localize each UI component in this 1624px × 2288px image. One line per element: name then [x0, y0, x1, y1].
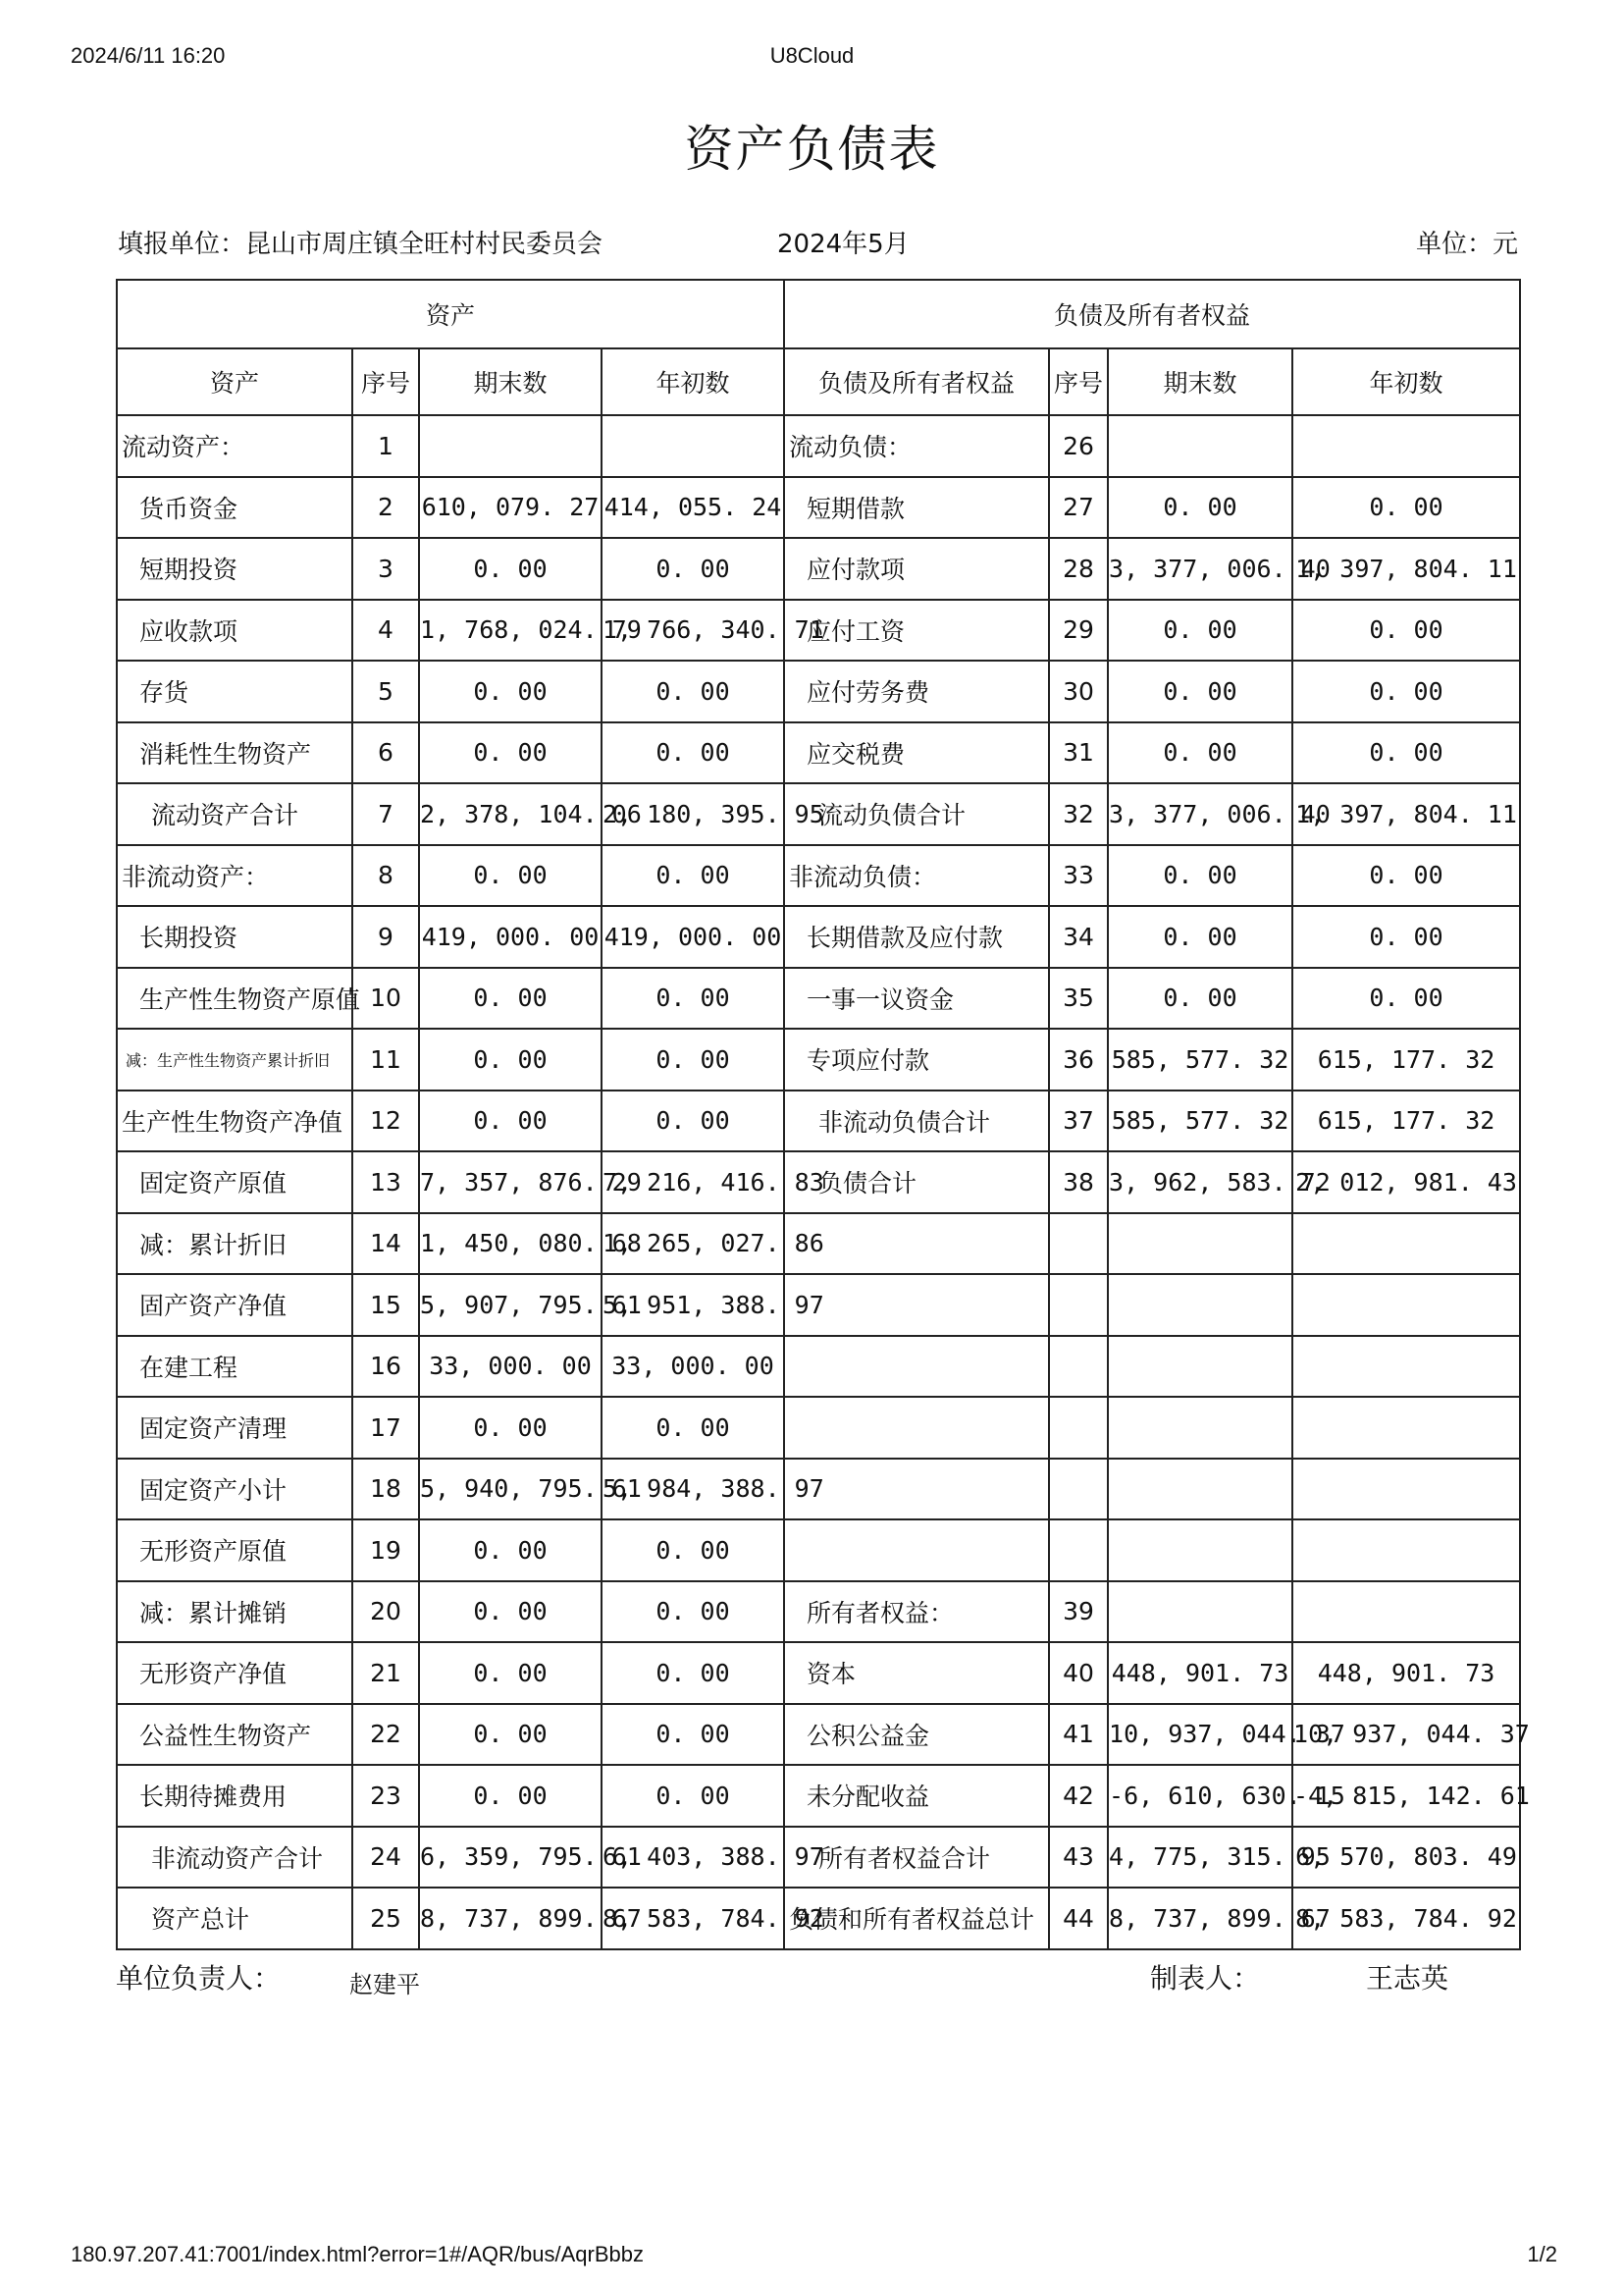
liab-begin-cell: 0. 00	[1292, 845, 1520, 907]
liab-seq-cell	[1049, 1213, 1108, 1275]
liab-name-cell: 应付款项	[784, 538, 1049, 600]
liab-name-cell: 流动负债：	[784, 415, 1049, 477]
liab-end-cell: 0. 00	[1108, 477, 1292, 539]
liab-begin-cell: 615, 177. 32	[1292, 1029, 1520, 1091]
liab-seq-cell	[1049, 1519, 1108, 1581]
table-row	[117, 600, 1520, 662]
asset-seq-cell: 25	[352, 1888, 419, 1949]
asset-end-cell: 0. 00	[419, 1581, 602, 1643]
asset-end-cell: 419, 000. 00	[419, 906, 602, 968]
asset-end-cell: 33, 000. 00	[419, 1336, 602, 1398]
asset-end-cell: 0. 00	[419, 1642, 602, 1704]
asset-seq-cell: 24	[352, 1827, 419, 1889]
asset-end-cell: 0. 00	[419, 968, 602, 1030]
liab-seq-cell: 34	[1049, 906, 1108, 968]
asset-end-cell: 0. 00	[419, 1091, 602, 1152]
asset-name-cell: 长期投资	[117, 906, 352, 968]
asset-end-cell: 610, 079. 27	[419, 477, 602, 539]
asset-end-cell: 0. 00	[419, 722, 602, 784]
table-row	[117, 906, 1520, 968]
liab-begin-cell: 0. 00	[1292, 600, 1520, 662]
report-title: 资产负债表	[684, 121, 940, 178]
liab-seq-cell: 42	[1049, 1765, 1108, 1827]
liab-seq-cell: 39	[1049, 1581, 1108, 1643]
balance-sheet-table	[116, 279, 1530, 1950]
asset-end-cell: 0. 00	[419, 1704, 602, 1766]
liab-end-cell	[1108, 1336, 1292, 1398]
asset-seq-cell: 8	[352, 845, 419, 907]
liab-seq-cell: 29	[1049, 600, 1108, 662]
liab-end-cell: -6, 610, 630. 15	[1108, 1765, 1292, 1827]
reporting-unit: 填报单位：昆山市周庄镇全旺村村民委员会	[118, 230, 603, 259]
liab-name-cell	[784, 1336, 1049, 1398]
asset-seq-cell: 5	[352, 661, 419, 722]
table-row	[117, 722, 1520, 784]
asset-name-cell: 生产性生物资产原值	[117, 968, 352, 1030]
table-row	[117, 1213, 1520, 1275]
liab-begin-cell	[1292, 1459, 1520, 1520]
liab-seq-cell: 32	[1049, 783, 1108, 845]
asset-end-cell	[419, 415, 602, 477]
liab-begin-cell: 0. 00	[1292, 722, 1520, 784]
table-row	[117, 477, 1520, 539]
asset-name-cell: 固定资产小计	[117, 1459, 352, 1520]
liab-end-cell: 3, 377, 006. 40	[1108, 538, 1292, 600]
liab-name-cell: 应付劳务费	[784, 661, 1049, 722]
table-row	[117, 1274, 1520, 1336]
table-row	[117, 1336, 1520, 1398]
asset-name-cell: 消耗性生物资产	[117, 722, 352, 784]
asset-name-cell: 短期投资	[117, 538, 352, 600]
preparer-name: 王志英	[1366, 1962, 1449, 1995]
liab-seq-cell: 37	[1049, 1091, 1108, 1152]
asset-seq-cell: 17	[352, 1397, 419, 1459]
liab-end-cell	[1108, 1581, 1292, 1643]
asset-seq-cell: 22	[352, 1704, 419, 1766]
liab-end-cell: 585, 577. 32	[1108, 1029, 1292, 1091]
column-header-row	[117, 348, 1520, 415]
table-row	[117, 1642, 1520, 1704]
asset-seq-cell: 15	[352, 1274, 419, 1336]
liab-begin-cell: 2, 012, 981. 43	[1292, 1151, 1520, 1213]
asset-seq-cell: 23	[352, 1765, 419, 1827]
report-period: 2024年5月	[777, 230, 910, 259]
asset-begin-cell: 0. 00	[602, 1765, 784, 1827]
asset-end-cell: 5, 907, 795. 61	[419, 1274, 602, 1336]
table-row	[117, 1151, 1520, 1213]
liab-end-cell	[1108, 1274, 1292, 1336]
asset-begin-cell: 0. 00	[602, 1091, 784, 1152]
table-row	[117, 1519, 1520, 1581]
liab-end-cell: 0. 00	[1108, 906, 1292, 968]
asset-name-cell: 减：累计折旧	[117, 1213, 352, 1275]
asset-end-cell: 0. 00	[419, 1397, 602, 1459]
col-liab-name: 负债及所有者权益	[784, 348, 1049, 415]
asset-begin-cell	[602, 415, 784, 477]
col-asset-begin: 年初数	[602, 348, 784, 415]
asset-name-cell: 无形资产净值	[117, 1642, 352, 1704]
table-row	[117, 538, 1520, 600]
liab-begin-cell: -4, 815, 142. 61	[1292, 1765, 1520, 1827]
col-asset-seq: 序号	[352, 348, 419, 415]
responsible-person-name: 赵建平	[349, 1971, 420, 1998]
asset-seq-cell: 10	[352, 968, 419, 1030]
liab-begin-cell: 8, 583, 784. 92	[1292, 1888, 1520, 1949]
asset-begin-cell: 0. 00	[602, 1519, 784, 1581]
asset-name-cell: 无形资产原值	[117, 1519, 352, 1581]
section-assets: 资产	[117, 280, 784, 348]
liab-begin-cell: 10, 937, 044. 37	[1292, 1704, 1520, 1766]
liab-end-cell	[1108, 1459, 1292, 1520]
table-row	[117, 968, 1520, 1030]
liab-seq-cell	[1049, 1397, 1108, 1459]
liab-end-cell	[1108, 1397, 1292, 1459]
asset-end-cell: 0. 00	[419, 1765, 602, 1827]
table-row	[117, 1029, 1520, 1091]
asset-end-cell: 8, 737, 899. 67	[419, 1888, 602, 1949]
liab-seq-cell: 38	[1049, 1151, 1108, 1213]
liab-name-cell: 所有者权益：	[784, 1581, 1049, 1643]
asset-name-cell: 货币资金	[117, 477, 352, 539]
page-number: 1/2	[1527, 2242, 1557, 2266]
table-row	[117, 1704, 1520, 1766]
liab-name-cell: 非流动负债：	[784, 845, 1049, 907]
liab-seq-cell: 28	[1049, 538, 1108, 600]
asset-begin-cell: 414, 055. 24	[602, 477, 784, 539]
liab-name-cell	[784, 1397, 1049, 1459]
liab-begin-cell	[1292, 1519, 1520, 1581]
preparer-label: 制表人：	[1150, 1962, 1261, 1995]
col-asset-end: 期末数	[419, 348, 602, 415]
asset-seq-cell: 3	[352, 538, 419, 600]
table-row	[117, 1397, 1520, 1459]
liab-name-cell: 应交税费	[784, 722, 1049, 784]
table-row	[117, 1765, 1520, 1827]
asset-seq-cell: 18	[352, 1459, 419, 1520]
asset-name-cell: 减：累计摊销	[117, 1581, 352, 1643]
asset-end-cell: 0. 00	[419, 538, 602, 600]
asset-seq-cell: 16	[352, 1336, 419, 1398]
asset-begin-cell: 0. 00	[602, 1581, 784, 1643]
liab-begin-cell	[1292, 1581, 1520, 1643]
table-row	[117, 1827, 1520, 1889]
asset-seq-cell: 13	[352, 1151, 419, 1213]
table-row	[117, 661, 1520, 722]
liab-begin-cell: 1, 397, 804. 11	[1292, 783, 1520, 845]
asset-end-cell: 7, 357, 876. 29	[419, 1151, 602, 1213]
asset-seq-cell: 4	[352, 600, 419, 662]
asset-begin-cell: 5, 951, 388. 97	[602, 1274, 784, 1336]
liab-name-cell: 专项应付款	[784, 1029, 1049, 1091]
responsible-person-label: 单位负责人：	[116, 1962, 282, 1995]
liab-name-cell	[784, 1519, 1049, 1581]
asset-name-cell: 应收款项	[117, 600, 352, 662]
liab-end-cell: 3, 377, 006. 40	[1108, 783, 1292, 845]
asset-name-cell: 流动资产：	[117, 415, 352, 477]
asset-seq-cell: 1	[352, 415, 419, 477]
liab-begin-cell: 0. 00	[1292, 906, 1520, 968]
liab-end-cell: 3, 962, 583. 72	[1108, 1151, 1292, 1213]
table-row	[117, 783, 1520, 845]
liab-name-cell: 负债合计	[784, 1151, 1049, 1213]
asset-end-cell: 5, 940, 795. 61	[419, 1459, 602, 1520]
liab-seq-cell	[1049, 1336, 1108, 1398]
asset-name-cell: 资产总计	[117, 1888, 352, 1949]
asset-end-cell: 0. 00	[419, 661, 602, 722]
liab-seq-cell: 43	[1049, 1827, 1108, 1889]
liab-seq-cell	[1049, 1459, 1108, 1520]
liab-name-cell: 公积公益金	[784, 1704, 1049, 1766]
liab-seq-cell: 41	[1049, 1704, 1108, 1766]
liab-name-cell: 所有者权益合计	[784, 1827, 1049, 1889]
asset-name-cell: 非流动资产：	[117, 845, 352, 907]
liab-end-cell: 0. 00	[1108, 722, 1292, 784]
asset-end-cell: 1, 450, 080. 68	[419, 1213, 602, 1275]
liab-name-cell: 长期借款及应付款	[784, 906, 1049, 968]
liab-name-cell: 短期借款	[784, 477, 1049, 539]
liab-begin-cell: 6, 570, 803. 49	[1292, 1827, 1520, 1889]
currency-unit: 单位：元	[1415, 230, 1518, 259]
liab-begin-cell: 0. 00	[1292, 661, 1520, 722]
table-row	[117, 1888, 1520, 1949]
liab-seq-cell: 44	[1049, 1888, 1108, 1949]
liab-seq-cell: 27	[1049, 477, 1108, 539]
liab-begin-cell	[1292, 1397, 1520, 1459]
asset-end-cell: 0. 00	[419, 845, 602, 907]
asset-end-cell: 0. 00	[419, 1519, 602, 1581]
print-url: 180.97.207.41:7001/index.html?error=1#/AQR/bus/AqrBbbz	[71, 2242, 644, 2266]
asset-begin-cell: 2, 180, 395. 95	[602, 783, 784, 845]
liab-begin-cell: 0. 00	[1292, 968, 1520, 1030]
asset-begin-cell: 0. 00	[602, 845, 784, 907]
asset-end-cell: 0. 00	[419, 1029, 602, 1091]
asset-begin-cell: 5, 984, 388. 97	[602, 1459, 784, 1520]
liab-name-cell: 应付工资	[784, 600, 1049, 662]
liab-seq-cell: 35	[1049, 968, 1108, 1030]
section-header-row	[117, 280, 1520, 348]
liab-seq-cell: 30	[1049, 661, 1108, 722]
asset-begin-cell: 7, 216, 416. 83	[602, 1151, 784, 1213]
liab-end-cell: 0. 00	[1108, 968, 1292, 1030]
table-row	[117, 1091, 1520, 1152]
table-row	[117, 415, 1520, 477]
liab-end-cell	[1108, 1213, 1292, 1275]
asset-begin-cell: 0. 00	[602, 538, 784, 600]
liab-name-cell: 资本	[784, 1642, 1049, 1704]
asset-begin-cell: 0. 00	[602, 968, 784, 1030]
liab-begin-cell: 448, 901. 73	[1292, 1642, 1520, 1704]
asset-begin-cell: 0. 00	[602, 1704, 784, 1766]
liab-begin-cell: 615, 177. 32	[1292, 1091, 1520, 1152]
asset-seq-cell: 14	[352, 1213, 419, 1275]
liab-end-cell: 4, 775, 315. 95	[1108, 1827, 1292, 1889]
asset-seq-cell: 19	[352, 1519, 419, 1581]
asset-name-cell: 流动资产合计	[117, 783, 352, 845]
section-liabilities: 负债及所有者权益	[784, 280, 1520, 348]
liab-end-cell: 0. 00	[1108, 661, 1292, 722]
liab-name-cell: 流动负债合计	[784, 783, 1049, 845]
liab-end-cell	[1108, 415, 1292, 477]
liab-name-cell: 未分配收益	[784, 1765, 1049, 1827]
liab-begin-cell	[1292, 415, 1520, 477]
asset-begin-cell: 33, 000. 00	[602, 1336, 784, 1398]
asset-name-cell: 在建工程	[117, 1336, 352, 1398]
asset-seq-cell: 6	[352, 722, 419, 784]
col-liab-begin: 年初数	[1292, 348, 1520, 415]
asset-seq-cell: 21	[352, 1642, 419, 1704]
print-app-name: U8Cloud	[769, 43, 855, 68]
liab-end-cell: 0. 00	[1108, 600, 1292, 662]
asset-begin-cell: 1, 265, 027. 86	[602, 1213, 784, 1275]
asset-name-cell: 公益性生物资产	[117, 1704, 352, 1766]
liab-end-cell: 8, 737, 899. 67	[1108, 1888, 1292, 1949]
asset-name-cell: 固产资产净值	[117, 1274, 352, 1336]
liab-seq-cell: 40	[1049, 1642, 1108, 1704]
asset-end-cell: 2, 378, 104. 06	[419, 783, 602, 845]
liab-begin-cell	[1292, 1213, 1520, 1275]
asset-name-cell: 非流动资产合计	[117, 1827, 352, 1889]
asset-name-cell: 生产性生物资产净值	[117, 1091, 352, 1152]
asset-begin-cell: 0. 00	[602, 1397, 784, 1459]
liab-seq-cell: 31	[1049, 722, 1108, 784]
asset-end-cell: 6, 359, 795. 61	[419, 1827, 602, 1889]
table-body	[117, 415, 1530, 1949]
asset-seq-cell: 9	[352, 906, 419, 968]
liab-seq-cell: 36	[1049, 1029, 1108, 1091]
liab-end-cell: 585, 577. 32	[1108, 1091, 1292, 1152]
liab-seq-cell: 33	[1049, 845, 1108, 907]
asset-name-cell: 存货	[117, 661, 352, 722]
asset-begin-cell: 0. 00	[602, 1642, 784, 1704]
col-asset-name: 资产	[117, 348, 352, 415]
liab-end-cell: 10, 937, 044. 37	[1108, 1704, 1292, 1766]
print-datetime: 2024/6/11 16:20	[71, 43, 226, 68]
liab-end-cell	[1108, 1519, 1292, 1581]
asset-begin-cell: 1, 766, 340. 71	[602, 600, 784, 662]
asset-seq-cell: 11	[352, 1029, 419, 1091]
liab-begin-cell: 0. 00	[1292, 477, 1520, 539]
col-liab-seq: 序号	[1049, 348, 1108, 415]
liab-name-cell: 非流动负债合计	[784, 1091, 1049, 1152]
asset-begin-cell: 0. 00	[602, 661, 784, 722]
asset-begin-cell: 6, 403, 388. 97	[602, 1827, 784, 1889]
col-liab-end: 期末数	[1108, 348, 1292, 415]
liab-begin-cell	[1292, 1274, 1520, 1336]
liab-name-cell: 负债和所有者权益总计	[784, 1888, 1049, 1949]
asset-name-cell: 减：生产性生物资产累计折旧	[117, 1029, 352, 1091]
asset-begin-cell: 0. 00	[602, 722, 784, 784]
asset-begin-cell: 419, 000. 00	[602, 906, 784, 968]
asset-begin-cell: 0. 00	[602, 1029, 784, 1091]
liab-seq-cell	[1049, 1274, 1108, 1336]
asset-name-cell: 固定资产原值	[117, 1151, 352, 1213]
liab-seq-cell: 26	[1049, 415, 1108, 477]
asset-name-cell: 长期待摊费用	[117, 1765, 352, 1827]
liab-begin-cell: 1, 397, 804. 11	[1292, 538, 1520, 600]
liab-name-cell: 一事一议资金	[784, 968, 1049, 1030]
asset-end-cell: 1, 768, 024. 79	[419, 600, 602, 662]
liab-end-cell: 0. 00	[1108, 845, 1292, 907]
asset-seq-cell: 7	[352, 783, 419, 845]
asset-begin-cell: 8, 583, 784. 92	[602, 1888, 784, 1949]
table-row	[117, 1459, 1520, 1520]
asset-name-cell: 固定资产清理	[117, 1397, 352, 1459]
liab-end-cell: 448, 901. 73	[1108, 1642, 1292, 1704]
table-row	[117, 845, 1520, 907]
asset-seq-cell: 12	[352, 1091, 419, 1152]
asset-seq-cell: 20	[352, 1581, 419, 1643]
asset-seq-cell: 2	[352, 477, 419, 539]
table-row	[117, 1581, 1520, 1643]
liab-begin-cell	[1292, 1336, 1520, 1398]
